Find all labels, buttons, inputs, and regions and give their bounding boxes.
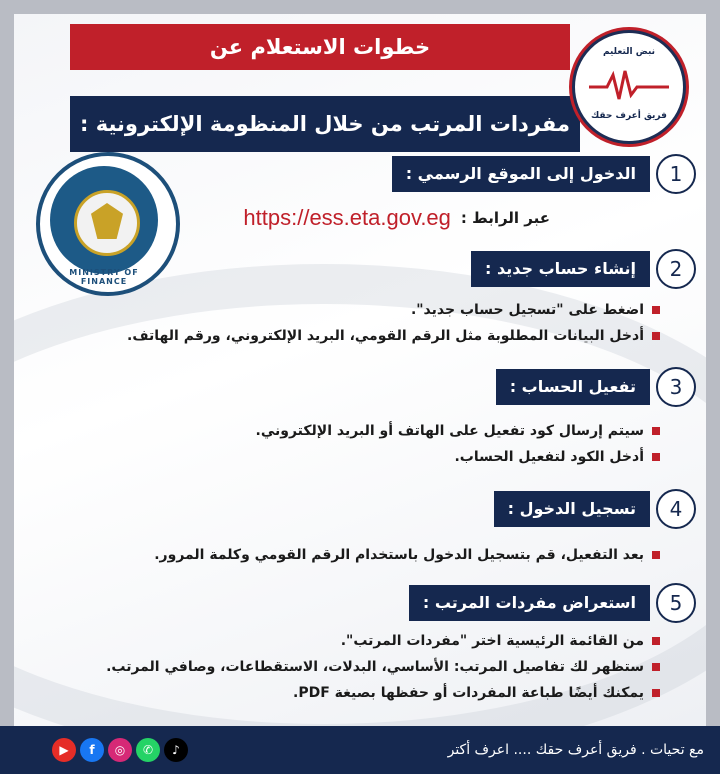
page-title: خطوات الاستعلام عن [70,24,570,70]
list-item: أدخل البيانات المطلوبة مثل الرقم القومي، البريد الإلكتروني، ورقم الهاتف. [127,323,660,349]
step-2-number: 2 [656,249,696,289]
heartbeat-icon [589,69,669,103]
tiktok-icon[interactable]: ♪ [164,738,188,762]
team-logo-top-text: نبض التعليم [602,47,656,57]
list-item: اضغط على "تسجيل حساب جديد". [127,297,660,323]
step-4-header [494,490,696,528]
bullet-marker [652,637,660,645]
facebook-icon[interactable]: f [80,738,104,762]
step-1-header [392,155,696,193]
whatsapp-icon[interactable]: ✆ [136,738,160,762]
step-5-bullets [106,628,660,706]
step-3-number: 3 [656,367,696,407]
bullet-marker [652,427,660,435]
page-subtitle: مفردات المرتب من خلال المنظومة الإلكترونية : [70,96,580,152]
team-logo-bottom-text: فريق أعرف حقك [591,111,667,121]
step-5-title: استعراض مفردات المرتب : [409,585,650,621]
step-3-bullets [256,418,661,470]
bullet-marker [652,551,660,559]
ministry-logo-text: MINISTRY OF FINANCE [69,268,139,286]
step-2-header [471,250,696,288]
footer-text: مع تحيات . فريق أعرف حقك .... اعرف أكتر [447,742,704,758]
team-logo [572,30,686,144]
list-item: بعد التفعيل، قم بتسجيل الدخول باستخدام الرقم القومي وكلمة المرور. [154,542,660,568]
step-1-number: 1 [656,154,696,194]
step-2-title: إنشاء حساب جديد : [471,251,650,287]
footer-bar [0,726,720,774]
social-icons [52,738,192,762]
list-item: من القائمة الرئيسية اختر "مفردات المرتب". [106,628,660,654]
step-1-title: الدخول إلى الموقع الرسمي : [392,156,650,192]
bullet-marker [652,689,660,697]
list-item: سيتم إرسال كود تفعيل على الهاتف أو البريد الإلكتروني. [256,418,661,444]
link-row [243,205,550,231]
youtube-icon[interactable]: ▶ [52,738,76,762]
bullet-marker [652,453,660,461]
eagle-icon [91,203,123,239]
step-4-number: 4 [656,489,696,529]
step-5-header [409,584,696,622]
bullet-marker [652,306,660,314]
list-item: أدخل الكود لتفعيل الحساب. [256,444,661,470]
step-5-number: 5 [656,583,696,623]
step-4-title: تسجيل الدخول : [494,491,650,527]
website-link[interactable]: https://ess.eta.gov.eg [243,205,451,230]
instagram-icon[interactable]: ◎ [108,738,132,762]
list-item: ستظهر لك تفاصيل المرتب: الأساسي، البدلات، الاستقطاعات، وصافي المرتب. [106,654,660,680]
bullet-marker [652,663,660,671]
step-4-bullets [154,542,660,568]
step-2-bullets [127,297,660,349]
link-label: عبر الرابط : [460,209,550,227]
step-3-header [496,368,696,406]
bullet-marker [652,332,660,340]
ministry-logo [36,152,180,296]
step-3-title: تفعيل الحساب : [496,369,650,405]
list-item: يمكنك أيضًا طباعة المفردات أو حفظها بصيغة PDF. [106,680,660,706]
